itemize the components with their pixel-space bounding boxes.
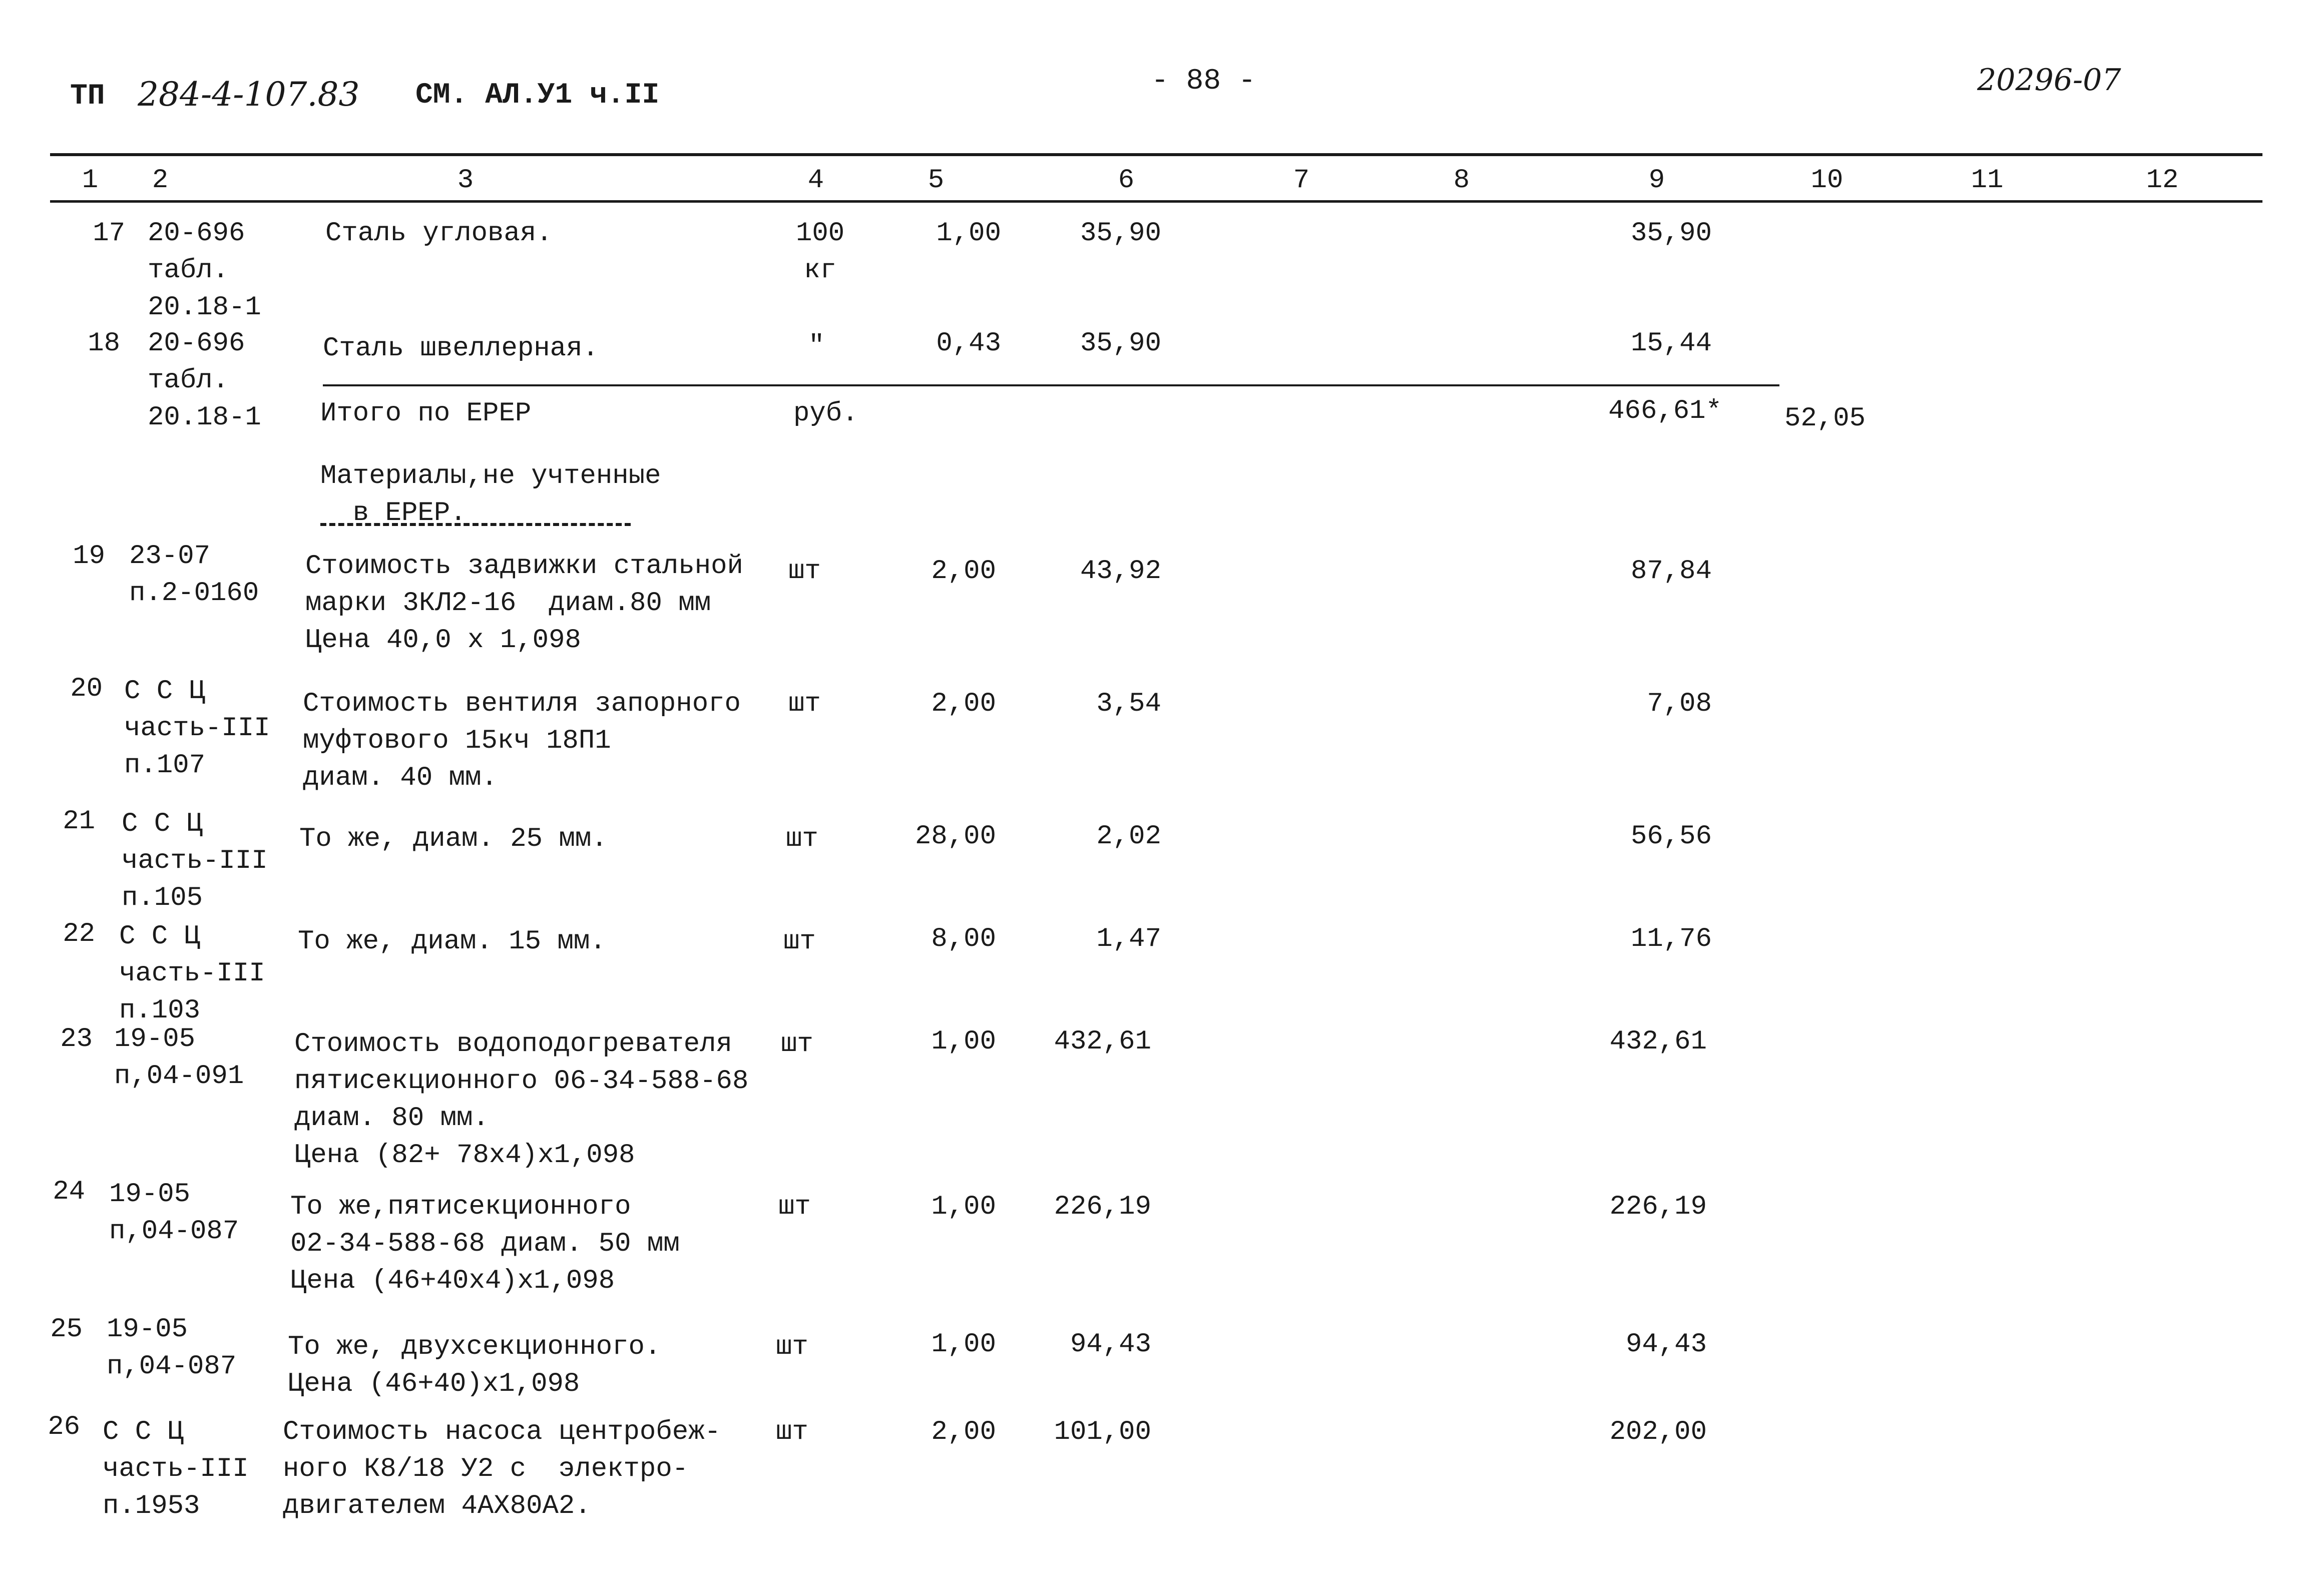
- quantity: 2,00: [931, 556, 996, 587]
- total-cost: 87,84: [1630, 556, 1712, 587]
- row-number: 26: [48, 1412, 80, 1442]
- column-number: 2: [152, 165, 169, 196]
- unit: 100 кг: [796, 218, 845, 286]
- project-number: 284-4-107.83: [138, 75, 360, 114]
- quantity: 8,00: [931, 924, 996, 954]
- quantity: 1,00: [931, 1192, 996, 1222]
- column-number: 8: [1453, 165, 1470, 196]
- materials-section-heading: Материалы,не учтенные в ЕРЕР.: [320, 461, 661, 528]
- norm-reference: 20-696 табл. 20.18-1: [148, 328, 261, 433]
- row-number: 24: [53, 1177, 85, 1207]
- unit-price: 1,47: [1096, 924, 1161, 954]
- column-number: 5: [928, 165, 945, 196]
- norm-reference: 23-07 п.2-0160: [129, 541, 259, 609]
- total-cost: 94,43: [1625, 1329, 1707, 1360]
- total-cost: 11,76: [1630, 924, 1712, 954]
- quantity: 28,00: [914, 821, 996, 852]
- quantity: 1,00: [931, 1026, 996, 1057]
- item-description: Стоимость насоса центробеж- ного К8/18 У2 с электро- двигателем 4АХ80А2.: [283, 1417, 721, 1521]
- unit-price: 94,43: [1070, 1329, 1151, 1360]
- subtotal-total: 466,61*: [1608, 396, 1722, 426]
- unit-price: 2,02: [1096, 821, 1161, 852]
- total-cost: 7,08: [1647, 689, 1712, 719]
- page-number: - 88 -: [1151, 65, 1256, 98]
- total-cost: 202,00: [1609, 1417, 1707, 1447]
- norm-reference: С С Ц часть-III п.107: [124, 676, 270, 781]
- unit-price: 35,90: [1080, 218, 1161, 249]
- norm-reference: 20-696 табл. 20.18-1: [148, 218, 261, 323]
- row-number: 19: [73, 541, 105, 572]
- column-number: 12: [2146, 165, 2179, 196]
- item-description: То же, диам. 15 мм.: [298, 926, 606, 957]
- total-cost: 35,90: [1630, 218, 1712, 249]
- column-number: 9: [1648, 165, 1665, 196]
- column-number: 7: [1293, 165, 1310, 196]
- subtotal-label: Итого по ЕРЕР: [320, 398, 532, 429]
- unit: шт: [781, 1029, 813, 1059]
- total-cost: 226,19: [1609, 1192, 1707, 1222]
- unit: шт: [788, 689, 821, 719]
- norm-reference: С С Ц часть-III п.103: [119, 921, 265, 1026]
- norm-reference: 19-05 п,04-091: [114, 1024, 244, 1092]
- item-description: Стоимость вентиля запорного муфтового 15кч 18П1 диам. 40 мм.: [303, 689, 741, 793]
- unit-price: 35,90: [1080, 328, 1161, 359]
- total-cost: 15,44: [1630, 328, 1712, 359]
- subtotal-divider: [323, 384, 1779, 386]
- unit: шт: [776, 1332, 808, 1362]
- unit: шт: [778, 1192, 811, 1222]
- row-number: 22: [63, 919, 95, 949]
- table-top-rule: [50, 153, 2262, 156]
- column-number: 1: [82, 165, 99, 196]
- heading-underline: [320, 523, 631, 526]
- item-description: Сталь швеллерная.: [323, 333, 599, 364]
- norm-reference: 19-05 п,04-087: [109, 1179, 239, 1247]
- item-description: Сталь угловая.: [325, 218, 553, 249]
- item-description: То же, диам. 25 мм.: [299, 824, 608, 854]
- quantity: 1,00: [936, 218, 1001, 249]
- column-number: 11: [1971, 165, 2004, 196]
- column-number: 6: [1118, 165, 1135, 196]
- unit: шт: [788, 556, 821, 587]
- document-code: 20296-07: [1977, 63, 2121, 98]
- unit: шт: [776, 1417, 808, 1447]
- unit: шт: [786, 824, 818, 854]
- subtotal-column-10: 52,05: [1784, 403, 1866, 434]
- row-number: 18: [88, 328, 120, 359]
- unit-price: 226,19: [1054, 1192, 1151, 1222]
- quantity: 2,00: [931, 689, 996, 719]
- norm-reference: 19-05 п,04-087: [107, 1314, 237, 1382]
- row-number: 20: [70, 674, 103, 704]
- unit-price: 101,00: [1054, 1417, 1151, 1447]
- album-label: СМ. АЛ.У1 ч.II: [415, 79, 660, 112]
- norm-reference: С С Ц часть-III п.1953: [103, 1417, 249, 1521]
- item-description: То же, двухсекционного. Цена (46+40)х1,098: [288, 1332, 661, 1399]
- unit-price: 3,54: [1096, 689, 1161, 719]
- quantity: 0,43: [936, 328, 1001, 359]
- column-header-rule: [50, 200, 2262, 203]
- item-description: То же,пятисекционного 02-34-588-68 диам. 50 мм Цена (46+40х4)х1,098: [290, 1192, 680, 1296]
- column-number: 3: [457, 165, 474, 196]
- series-label: ТП: [70, 80, 105, 113]
- row-number: 23: [60, 1024, 93, 1054]
- quantity: 1,00: [931, 1329, 996, 1360]
- row-number: 17: [93, 218, 125, 249]
- unit-price: 432,61: [1054, 1026, 1151, 1057]
- row-number: 21: [63, 806, 95, 837]
- norm-reference: С С Ц часть-III п.105: [122, 809, 268, 913]
- unit-price: 43,92: [1080, 556, 1161, 587]
- quantity: 2,00: [931, 1417, 996, 1447]
- column-number: 10: [1810, 165, 1843, 196]
- total-cost: 56,56: [1630, 821, 1712, 852]
- total-cost: 432,61: [1609, 1026, 1707, 1057]
- unit: шт: [783, 926, 816, 957]
- currency-unit: руб.: [793, 398, 858, 429]
- row-number: 25: [50, 1314, 83, 1345]
- item-description: Стоимость задвижки стальной марки 3КЛ2-16 диам.80 мм Цена 40,0 х 1,098: [305, 551, 743, 656]
- unit-ditto-mark: ": [808, 331, 825, 361]
- column-number: 4: [807, 165, 824, 196]
- item-description: Стоимость водоподогревателя пятисекционного 06-34-588-68 диам. 80 мм. Цена (82+ 78х4)х1,098: [294, 1029, 749, 1171]
